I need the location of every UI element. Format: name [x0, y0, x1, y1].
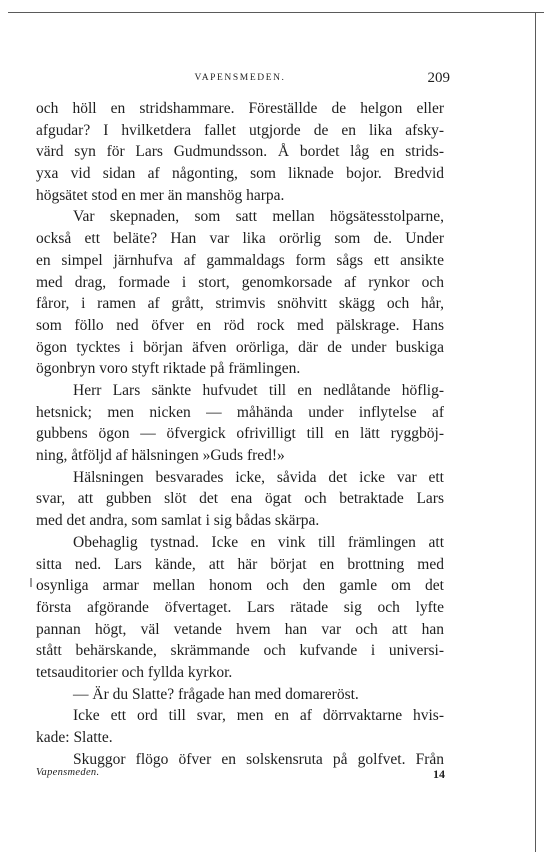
text-line: — Är du Slatte? frågade han med domareröst. — [73, 685, 359, 703]
text-line: Var skepnaden, som satt mellan högsätesstolparne, — [73, 208, 444, 226]
text-line: första afgörande öfvertaget. Lars rätade sig och lyfte — [36, 598, 444, 616]
text-line: också ett beläte? Han var lika orörlig som de. Under — [36, 230, 444, 248]
text-line: med drag, formade i stort, genomkorsade af rynkor och — [36, 273, 444, 291]
page-edge-top — [8, 12, 544, 13]
text-line: gubbens ögon — öfvergick ofrivilligt till en lätt ryggböj- — [36, 425, 444, 443]
text-line: afgudar? I hvilketdera fallet utgjorde de en lika afsky- — [36, 121, 444, 139]
text-line: Skuggor flögo öfver en solskensruta på golfvet. Från — [73, 750, 444, 768]
text-line: tetsauditorier och fyllda kyrkor. — [36, 663, 233, 681]
text-line: och höll en stridshammare. Föreställde de helgon eller — [36, 100, 444, 117]
running-title: VAPENSMEDEN. — [194, 73, 286, 83]
margin-speck — [30, 578, 32, 587]
text-line: svar, att gubben slöt det ena ögat och betraktade Lars — [36, 490, 444, 508]
text-line: ögon tycktes i början äfven orörliga, där de under buskiga — [36, 338, 444, 356]
text-line: stått behärskande, skrämmande och kufvande i universi- — [36, 642, 444, 660]
text-line: som föllo ned öfver en röd rock med pälskrage. Hans — [36, 316, 444, 334]
page-edge-right — [535, 12, 536, 852]
page-number: 209 — [427, 70, 450, 86]
text-line: fåror, i ramen af grått, strimvis snöhvitt skägg och hår, — [36, 295, 444, 313]
footer-signature-title: Vapensmeden. — [36, 767, 100, 778]
text-line: hetsnick; men nicken — måhända under inflytelse af — [36, 403, 444, 421]
text-line: pannan högt, väl vetande hvem han var och att han — [36, 620, 444, 638]
text-line: yxa vid sidan af någonting, som liknade bojor. Bredvid — [36, 165, 444, 183]
text-line: med det andra, som samlat i sig bådas skärpa. — [36, 512, 320, 530]
text-line: högsätet stod en mer än manshög harpa. — [36, 186, 285, 204]
text-line: kade: Slatte. — [36, 729, 113, 747]
page-footer — [36, 767, 445, 785]
text-line: sitta ned. Lars kände, att här börjat en brottning med — [36, 555, 444, 573]
footer-signature-mark: 14 — [433, 767, 445, 781]
text-line: Icke ett ord till svar, men en af dörrvaktarne hvis- — [73, 707, 444, 725]
text-line: Herr Lars sänkte hufvudet till en nedlåtande höflig- — [73, 381, 444, 399]
text-line: en simpel järnhufva af gammaldags form sågs ett ansikte — [36, 251, 444, 269]
text-line: osynliga armar mellan honom och den gamle om det — [36, 577, 444, 595]
body-text — [36, 98, 444, 770]
text-line: värd syn för Lars Gudmundsson. Å bordet låg en strids- — [36, 143, 444, 161]
text-line: ögonbryn voro styft riktade på främlingen. — [36, 360, 301, 378]
page-header — [30, 70, 450, 90]
text-line: Hälsningen besvarades icke, såvida det icke var ett — [73, 468, 444, 486]
text-line: ning, åtföljd af hälsningen »Guds fred!» — [36, 447, 285, 465]
text-line: Obehaglig tystnad. Icke en vink till främlingen att — [73, 533, 444, 551]
